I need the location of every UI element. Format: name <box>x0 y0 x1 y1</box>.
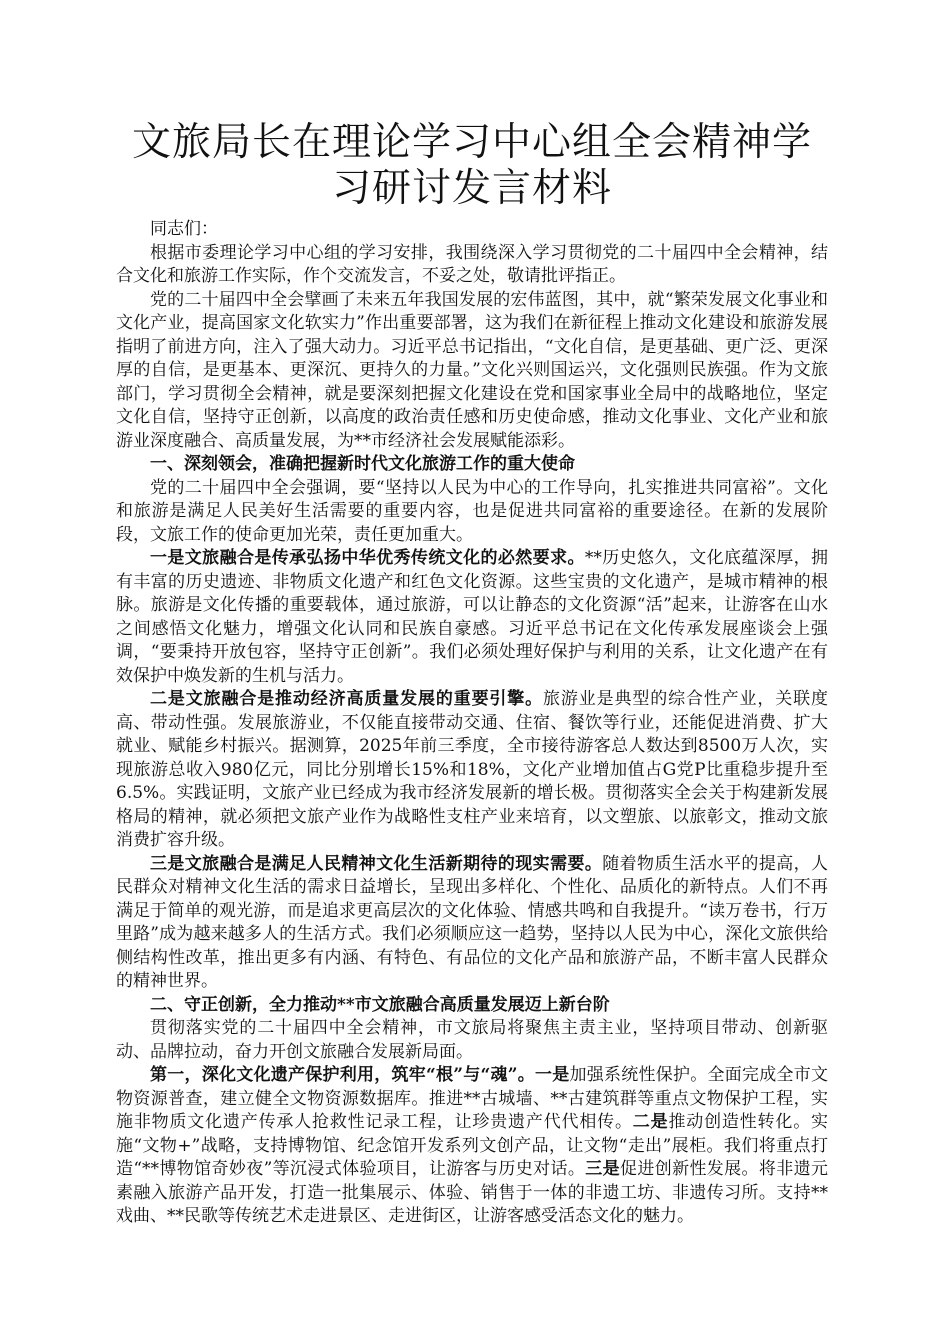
s2-point-1-seg-2: 推动创造性转化。实施“文物+”战略，支持博物馆、纪念馆开发系列文创产品，让文物“走出”展柜。我们将重点打造“**博物馆奇妙夜”等沉浸式体验项目，让游客与历史对话。 <box>116 1112 829 1179</box>
point-1-lead: 一是文旅融合是传承弘扬中华优秀传统文化的必然要求。 <box>150 548 585 568</box>
s2-point-1-bold-2: 二是 <box>632 1112 669 1132</box>
point-2-lead: 二是文旅融合是推动经济高质量发展的重要引擎。 <box>150 689 544 709</box>
section-1-point-2 <box>116 688 828 853</box>
section-2-point-1 <box>116 1064 828 1229</box>
s2-point-1-bold-3: 三是 <box>585 1159 620 1179</box>
section-2-heading: 二、守正创新，全力推动**市文旅融合高质量发展迈上新台阶 <box>150 994 610 1015</box>
section-1-point-3 <box>116 853 828 994</box>
point-2-body: 旅游业是典型的综合性产业，关联度高、带动性强。发展旅游业，不仅能直接带动交通、住宿、餐饮等行业，还能促进消费、扩大就业、赋能乡村振兴。据测算，2025年前三季度，全市接待游客总人数达到8500万人次，实现旅游总收入980亿元，同比分别增长15%和18%，文化产业增加值占G党P比重稳步提升至6.5%。实践证明，文旅产业已经成为我市经济发展新的增长极。贯彻落实全会关于构建新发展格局的精神，就必须把文旅产业作为战略性支柱产业来培育，以文塑旅、以旅彰文，推动文旅消费扩容升级。 <box>116 689 829 850</box>
s2-point-1-seg-1: 加强系统性保护。全面完成全市文物资源普查，建立健全文物资源数据库。推进**古城墙、**古建筑群等重点文物保护工程，实施非物质文化遗产传承人抢救性记录工程，让珍贵遗产代代相传。 <box>116 1065 828 1132</box>
section-1-intro: 党的二十届四中全会强调，要“坚持以人民为中心的工作导向，扎实推进共同富裕”。文化和旅游是满足人民美好生活需要的重要内容，也是促进共同富裕的重要途径。在新的发展阶段，文旅工作的使命更加光荣，责任更加重大。 <box>116 477 828 545</box>
section-1-point-1 <box>116 547 828 688</box>
section-1-heading: 一、深刻领会，准确把握新时代文化旅游工作的重大使命 <box>150 454 575 474</box>
point-1-body: **历史悠久，文化底蕴深厚，拥有丰富的历史遗迹、非物质文化遗产和红色文化资源。这些宝贵的文化遗产，是城市精神的根脉。旅游是文化传播的重要载体，通过旅游，可以让静态的文化资源“活”起来，让游客在山水之间感悟文化魅力，增强文化认同和民族自豪感。习近平总书记在文化传承发展座谈会上强调，“要秉持开放包容，坚持守正创新”。我们必须处理好保护与利用的关系，让文化遗产在有效保护中焕发新的生机与活力。 <box>116 548 829 686</box>
point-3-body: 随着物质生活水平的提高，人民群众对精神文化生活的需求日益增长，呈现出多样化、个性化、品质化的新特点。人们不再满足于简单的观光游，而是追求更高层次的文化体验、情感共鸣和自我提升。“读万卷书，行万里路”成为越来越多人的生活方式。我们必须顺应这一趋势，坚持以人民为中心，深化文旅供给侧结构性改革，推出更多有内涵、有特色、有品位的文化产品和旅游产品，不断丰富人民群众的精神世界。 <box>116 853 829 991</box>
salutation: 同志们： <box>150 219 218 239</box>
document-page <box>116 120 828 1229</box>
section-2-intro: 贯彻落实党的二十届四中全会精神，市文旅局将聚焦主责主业，坚持项目带动、创新驱动、品牌拉动，奋力开创文旅融合发展新局面。 <box>116 1018 828 1062</box>
point-3-lead: 三是文旅融合是满足人民精神文化生活新期待的现实需要。 <box>150 853 603 874</box>
s2-point-1-seg-3: 促进创新性发展。将非遗元素融入旅游产品开发，打造一批集展示、体验、销售于一体的非遗工坊、非遗传习所。支持**戏曲、**民歌等传统艺术走进景区、走进街区，让游客感受活态文化的魅力。 <box>116 1159 829 1226</box>
s2-point-1-lead: 第一，深化文化遗产保护利用，筑牢“根”与“魂”。一是 <box>150 1065 570 1085</box>
document-title: 文旅局长在理论学习中心组全会精神学习研讨发言材料 <box>131 120 812 211</box>
intro-paragraph-2: 党的二十届四中全会擘画了未来五年我国发展的宏伟蓝图，其中，就“繁荣发展文化事业和文化产业，提高国家文化软实力”作出重要部署，这为我们在新征程上推动文化建设和旅游发展指明了前进方向，注入了强大动力。习近平总书记指出，“文化自信，是更基础、更广泛、更深厚的自信，是更基本、更深沉、更持久的力量。”文化兴则国运兴，文化强则民族强。作为文旅部门，学习贯彻全会精神，就是要深刻把握文化建设在党和国家事业全局中的战略地位，坚定文化自信，坚持守正创新，以高度的政治责任感和历史使命感，推动文化事业、文化产业和旅游业深度融合、高质量发展，为**市经济社会发展赋能添彩。 <box>116 289 828 451</box>
intro-paragraph-1: 根据市委理论学习中心组的学习安排，我围绕深入学习贯彻党的二十届四中全会精神，结合文化和旅游工作实际，作个交流发言，不妥之处，敬请批评指正。 <box>116 242 828 286</box>
